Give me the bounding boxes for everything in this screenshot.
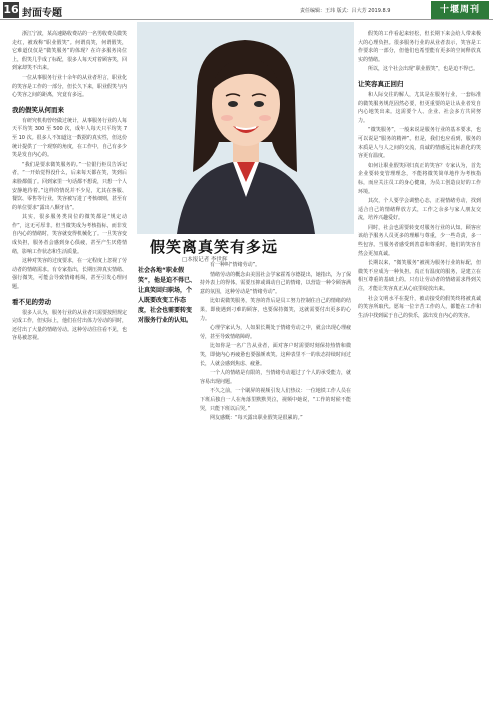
paragraph: 浙江宁波，某高速路收费站的一名男收费员微笑走红，被戏称“职业假笑”。何谓真笑，何谓假笑，它难道仅仅是“微笑服务”的体现？在许多服务岗位上，假笑几乎成了标配，很多人每天对着顾客笑，回到家却笑不出来。 — [12, 31, 127, 72]
paragraph: “微笑服务”，一般来说是服务行业的基本要求，也可以说是“服务的精神”。但是，我们也应看到，服务的本质是人与人之间的交流，真诚的情感远比标准化的笑容更有温度。 — [358, 127, 481, 160]
paragraph: 有研究机构曾经做过统计，从事服务行业的人每天平均笑 300 至 500 次，成年人每天只平均笑 7 至 10 次。很多人不知道这一数据的真实性，但这份统计提供了一个观察的角度，在工作中，自己有多少笑是发自内心的。 — [12, 117, 127, 159]
article-byline: □本报记者 李世辉 — [182, 257, 228, 263]
article-column-middle — [200, 261, 350, 697]
editor-info: 责任编辑：王玮 版式：吕大芳 2019.8.9 — [300, 8, 391, 14]
pull-quote — [138, 264, 196, 364]
paragraph: 有一种叫“情绪劳动”。 — [210, 262, 261, 268]
section-title: 封面专题 — [22, 8, 62, 19]
subheading: 我的假笑从何而来 — [12, 105, 64, 114]
paragraph: 其实，很多服务类岗位的微笑都是“规定动作”，这无可厚非。但当微笑成为考核指标，而非发自内心的情绪时，笑容就变得机械化了。一旦笑容变成负担，服务者会感到身心俱疲，甚至产生厌倦情绪，影响工作状态和生活质量。 — [12, 214, 127, 255]
paragraph: 其次，个人要学会调整心态，正视情绪劳动，找到适合自己的情绪释放方式，工作之余多与家人朋友交流，培养兴趣爱好。 — [358, 198, 481, 222]
middle-column-text — [200, 261, 351, 697]
paragraph: 比如你是一名广告从业者，面对客户时需要时刻保持热情和微笑，即使内心再疲惫也要强颜欢笑。这种表里不一的状态持续时间过长，人就会感到焦虑、疲惫。 — [200, 343, 351, 367]
paragraph: 一个人的情绪是有限的，当情绪劳动超过了个人的承受能力，就容易出现问题。 — [200, 370, 351, 385]
article-column-left — [12, 30, 127, 696]
paragraph: 不久之前，一个刷屏的视频引发人们热议：一位地铁工作人员在下班后独自一人在角落里默默哭泣，视频中她说，“工作的时候不能哭，只能下班以后哭。” — [200, 388, 351, 412]
pull-quote-text: 社会各地“职业假笑”，他是迫不得已、让真笑回归职场，个人既要改变工作态度，社会也需要转变对服务行业的认知。 — [138, 267, 196, 324]
paragraph: 情绪劳动的概念由美国社会学家霍希尔德提出，她指出，为了保持外表上的得体，需要压抑或调动自己的情绪，以营造一种令顾客满意的氛围，这种劳动是“情绪劳动”。 — [200, 271, 351, 295]
smiling-woman-illustration — [137, 22, 354, 234]
paragraph: 网友感慨：“每天露出职业假笑是很累的。” — [210, 415, 303, 422]
paragraph: 所以，这个社会出现“职业假笑”，也是迫不得已。 — [368, 66, 479, 73]
page-header — [0, 0, 493, 20]
paragraph: 比如说微笑服务，笑容的背后是员工努力控制住自己的情绪的结果，即使遇到刁难的顾客，也要保持微笑，这就需要付出更多的心力。 — [200, 298, 351, 322]
page-number: 16 — [3, 3, 19, 16]
paragraph: 这种对笑容的过度要求，在一定程度上忽视了劳动者的情绪需求。有专家指出，长期压抑真实情绪、强行微笑，可能会导致情绪耗竭，甚至引发心理问题。 — [12, 258, 127, 291]
paragraph: “我们是要求微笑服务的。”一位银行柜员告诉记者，“一开始觉得没什么，后来每天都在笑，笑到后来脸都僵了。回到家里一句话都不想说，只想一个人安静地待着。”这样的情况并不少见，尤其在客服、餐饮、零售等行业，笑容被写进了考核细则，甚至有的单位要求“露出八颗牙齿”。 — [12, 161, 127, 211]
paragraph: 假笑的工作看起来轻松，但长期下来会给人带来极大的心理负担。很多服务行业的从业者表示，笑容是工作要求的一部分，但他们也希望能有更多的空间释放真实的情绪。 — [358, 31, 481, 63]
paragraph: 同时，社会也需要转变对服务行业的认知。顾客应该给予服务人员更多的理解与尊重，少一些苛责，多一些包容。当服务者感受到善意和尊重时，他们的笑容自然会更加真诚。 — [358, 224, 481, 257]
article-column-right — [358, 30, 481, 696]
hero-illustration — [137, 22, 354, 234]
paragraph: 心理学家认为，人如果长期处于情绪劳动之中，就会出现心理疲劳，甚至导致情绪障碍。 — [200, 325, 351, 340]
subheading: 让笑容真正回归 — [358, 79, 404, 88]
masthead-logo: 十堰周刊 — [431, 1, 489, 19]
paragraph: 社会文明水平在提升，被动接受的假笑终将被真诚的笑容所取代。愿每一位辛苦工作的人，都能在工作和生活中找到属于自己的快乐，露出发自内心的笑容。 — [358, 295, 481, 319]
subheading: 看不见的劳动 — [12, 297, 51, 306]
paragraph: 很多人认为，服务行业的从业者只需要按照规定完成工作，但实际上，他们在付出体力劳动的同时，还付出了大量的情绪劳动。这种劳动往往看不见，也容易被忽视。 — [12, 309, 127, 342]
paragraph: 和人际交往的解人，尤其是在服务行业，一套标准的微笑服务规范固然必要，但更重要的是让从业者发自内心地笑出来。这需要个人、企业、社会多方共同努力。 — [358, 91, 481, 124]
paragraph: 长期以来，“微笑服务”被视为服务行业的标配，但微笑不应成为一种负担。真正有温度的服务，是建立在相互尊重的基础上的。只有让劳动者的情绪需求得到关注，才能让笑容真正从心底里绽放出来。 — [358, 260, 481, 293]
article-headline: 假笑离真笑有多远 — [150, 238, 279, 256]
paragraph: 一位从事服务行业十余年的从业者坦言，职业化的笑容是工作的一部分，但长久下来，职业假笑与内心笑容之间的距离，究竟有多远。 — [12, 74, 127, 99]
paragraph: 如何让职业假笑回归真正的笑容？专家认为，首先企业要转变管理理念，不能将微笑简单地作为考核指标，而应关注员工的身心健康，为员工创造良好的工作环境。 — [358, 162, 481, 195]
